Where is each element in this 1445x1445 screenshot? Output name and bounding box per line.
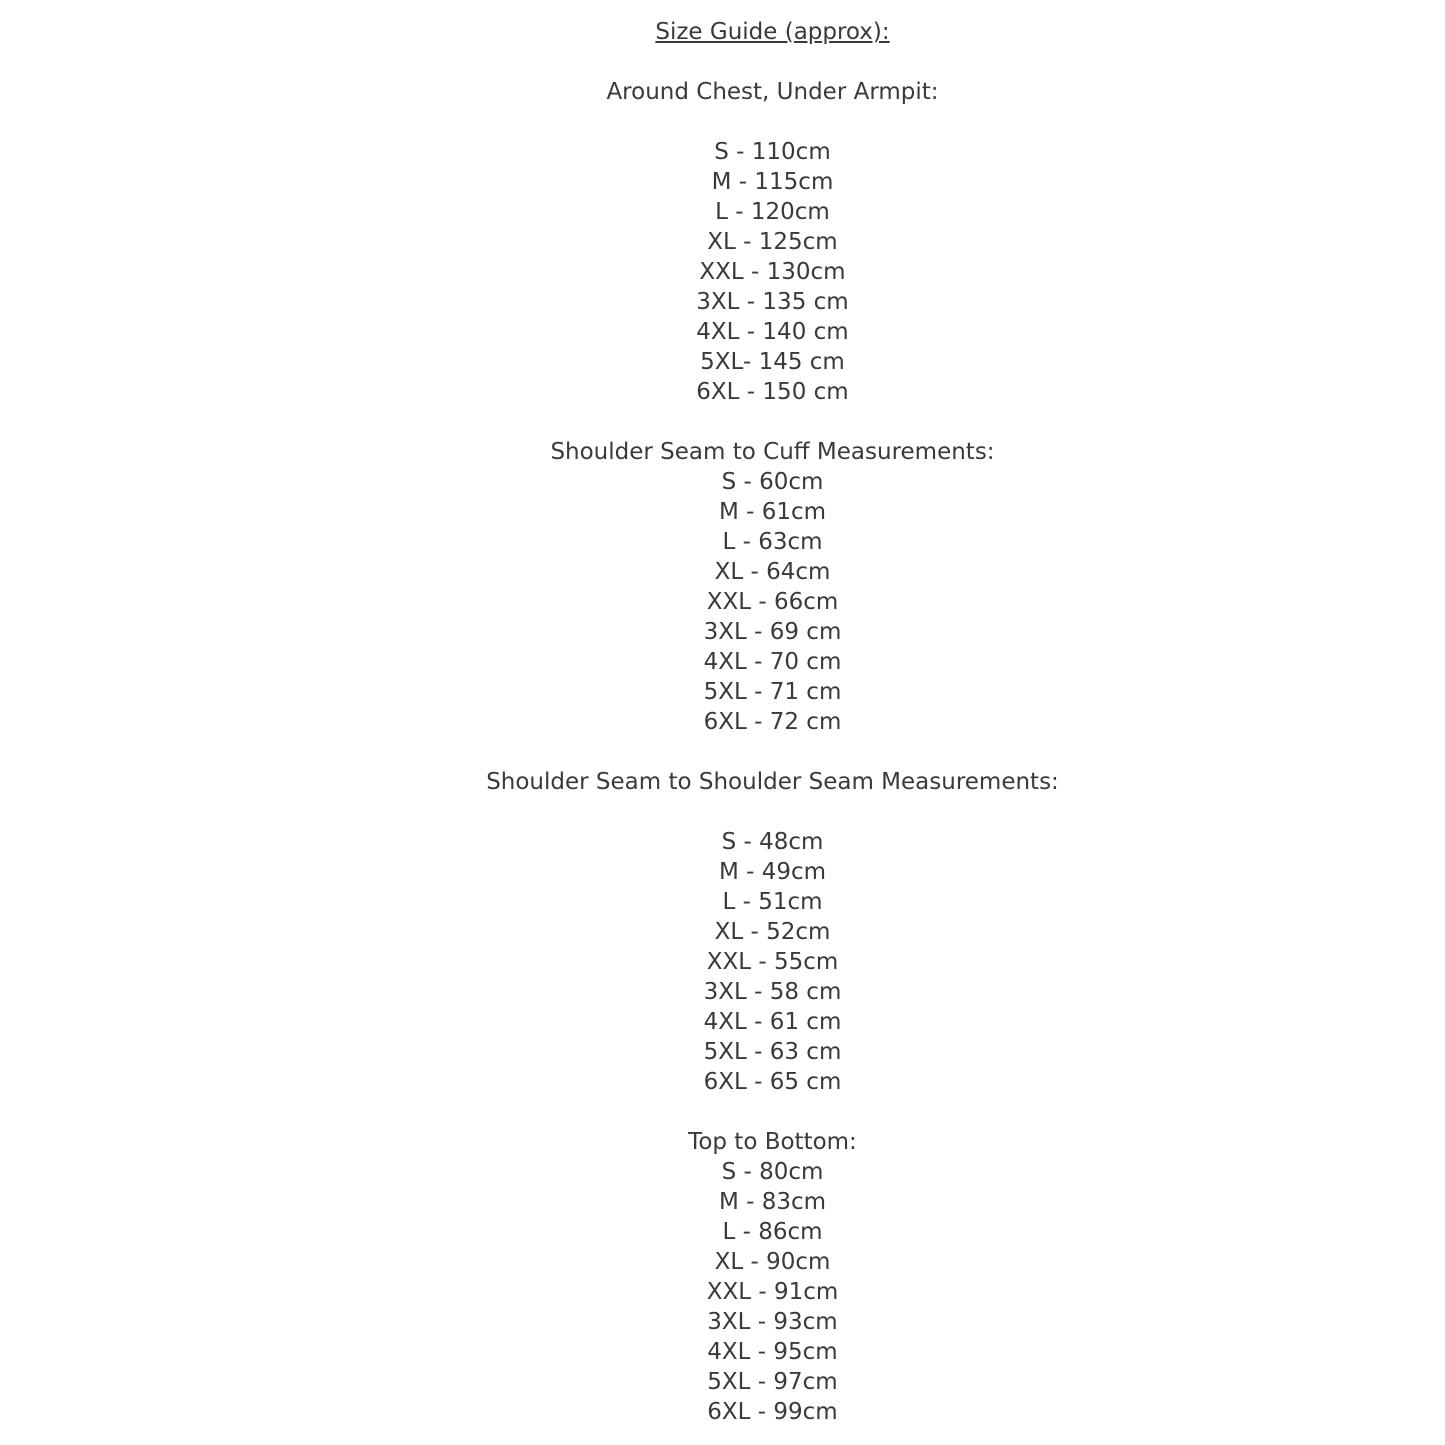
size-entry: XL - 64cm bbox=[714, 559, 831, 585]
size-entry: 5XL - 63 cm bbox=[703, 1039, 842, 1065]
size-entry: L - 63cm bbox=[722, 529, 823, 555]
size-entry: 5XL- 145 cm bbox=[700, 349, 845, 375]
size-entry: 3XL - 58 cm bbox=[703, 979, 842, 1005]
size-entry: 3XL - 69 cm bbox=[703, 619, 842, 645]
size-entry: XXL - 130cm bbox=[699, 259, 846, 285]
section-top-to-bottom bbox=[100, 1127, 1445, 1427]
section-heading-shoulder-to-shoulder: Shoulder Seam to Shoulder Seam Measurements: bbox=[486, 769, 1059, 795]
size-entry: 5XL - 97cm bbox=[707, 1369, 838, 1395]
size-entry: 4XL - 140 cm bbox=[696, 319, 849, 345]
size-entry: M - 83cm bbox=[718, 1189, 827, 1215]
section-heading-shoulder-to-cuff: Shoulder Seam to Cuff Measurements: bbox=[550, 439, 995, 465]
size-entry: M - 115cm bbox=[711, 169, 834, 195]
size-entry: 4XL - 61 cm bbox=[703, 1009, 842, 1035]
size-list-top-to-bottom bbox=[100, 1157, 1445, 1427]
size-entry: XL - 125cm bbox=[707, 229, 838, 255]
size-entry: 6XL - 72 cm bbox=[703, 709, 842, 735]
size-list-shoulder-to-cuff bbox=[100, 467, 1445, 737]
size-entry: 3XL - 135 cm bbox=[696, 289, 849, 315]
size-entry: M - 61cm bbox=[718, 499, 827, 525]
size-guide-title: Size Guide (approx): bbox=[655, 19, 890, 45]
size-entry: 4XL - 70 cm bbox=[703, 649, 842, 675]
size-entry: XXL - 55cm bbox=[706, 949, 839, 975]
size-entry: 4XL - 95cm bbox=[707, 1339, 838, 1365]
section-heading-around-chest: Around Chest, Under Armpit: bbox=[606, 79, 939, 105]
size-list-around-chest bbox=[100, 137, 1445, 407]
section-shoulder-to-shoulder bbox=[100, 767, 1445, 1097]
size-entry: XXL - 66cm bbox=[706, 589, 839, 615]
size-entry: XXL - 91cm bbox=[706, 1279, 839, 1305]
size-entry: 6XL - 150 cm bbox=[696, 379, 849, 405]
section-around-chest bbox=[100, 77, 1445, 407]
section-heading-top-to-bottom: Top to Bottom: bbox=[688, 1129, 857, 1155]
size-entry: S - 80cm bbox=[721, 1159, 824, 1185]
size-entry: 6XL - 65 cm bbox=[703, 1069, 842, 1095]
size-entry: S - 48cm bbox=[721, 829, 824, 855]
size-entry: 6XL - 99cm bbox=[707, 1399, 838, 1425]
size-entry: 3XL - 93cm bbox=[707, 1309, 838, 1335]
size-entry: S - 60cm bbox=[721, 469, 824, 495]
section-shoulder-to-cuff bbox=[100, 437, 1445, 737]
size-entry: L - 51cm bbox=[722, 889, 823, 915]
size-entry: L - 120cm bbox=[715, 199, 830, 225]
size-entry: XL - 90cm bbox=[714, 1249, 831, 1275]
size-entry: S - 110cm bbox=[714, 139, 831, 165]
size-entry: XL - 52cm bbox=[714, 919, 831, 945]
size-entry: 5XL - 71 cm bbox=[703, 679, 842, 705]
size-guide-document bbox=[100, 0, 1445, 1427]
size-entry: L - 86cm bbox=[722, 1219, 823, 1245]
size-entry: M - 49cm bbox=[718, 859, 827, 885]
size-list-shoulder-to-shoulder bbox=[100, 827, 1445, 1097]
